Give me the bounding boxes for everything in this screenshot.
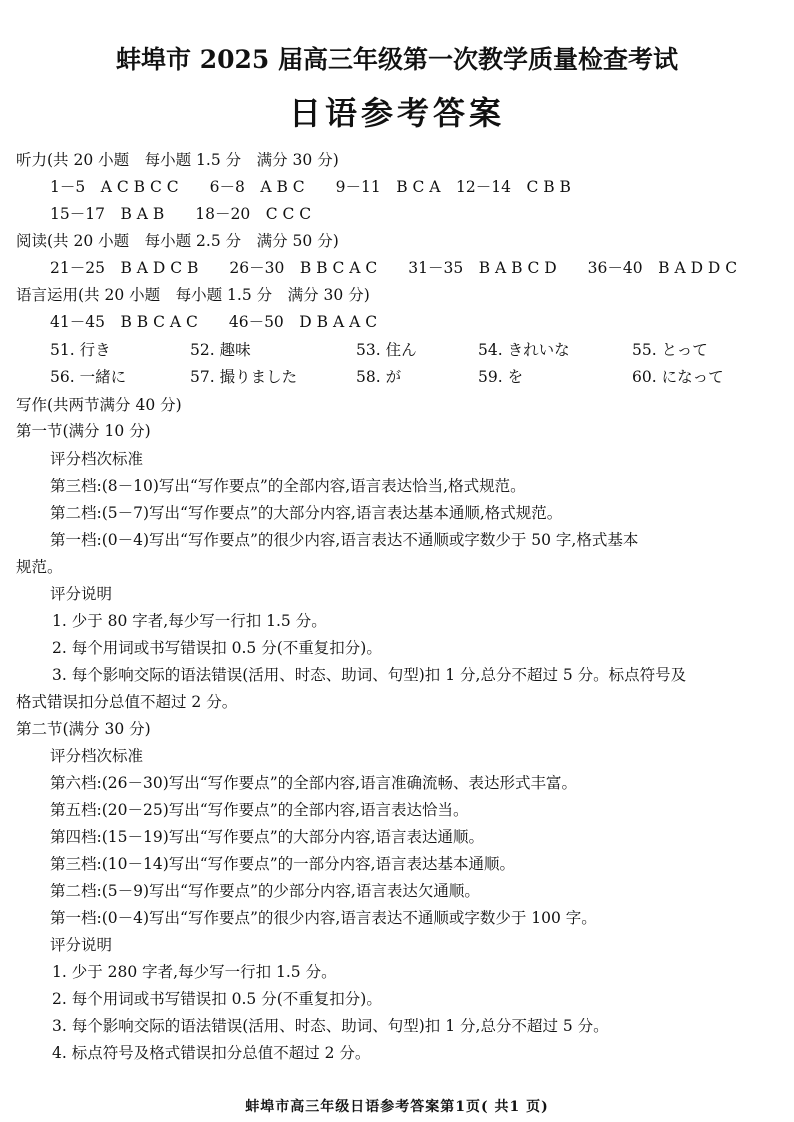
section1-criteria-item: 第二档:(5－7)写出“写作要点”的大部分内容,语言表达基本通顺,格式规范。 (50, 504, 563, 522)
section1-note: 2. 每个用词或书写错误扣 0.5 分(不重复扣分)。 (52, 639, 382, 657)
fill-answer: 52. 趣味 (190, 341, 251, 359)
writing-heading: 写作(共两节满分 40 分) (16, 396, 182, 414)
fill-answer: 53. 住ん (356, 341, 417, 359)
section1-note: 3. 每个影响交际的语法错误(活用、时态、助词、句型)扣 1 分,总分不超过 5 分。标点符号及 (52, 666, 687, 684)
page-subtitle: 日语参考答案 (288, 94, 505, 132)
fill-answer: 51. 行き (50, 341, 111, 359)
fill-answer: 54. きれいな (478, 341, 570, 359)
section2-criteria-item: 第一档:(0－4)写出“写作要点”的很少内容,语言表达不通顺或字数少于 100 字。 (50, 909, 597, 927)
language-heading: 语言运用(共 20 小题 每小题 1.5 分 满分 30 分) (16, 286, 370, 304)
listening-answers-row-1: 1－5 A C B C C 6－8 A B C 9－11 B C A 12－14 C B B (50, 178, 571, 196)
section2-note: 1. 少于 280 字者,每少写一行扣 1.5 分。 (52, 963, 337, 981)
section2-criteria-item: 第三档:(10－14)写出“写作要点”的一部分内容,语言表达基本通顺。 (50, 855, 516, 873)
fill-answer: 57. 撮りました (190, 368, 298, 386)
section2-note: 3. 每个影响交际的语法错误(活用、时态、助词、句型)扣 1 分,总分不超过 5 分。 (52, 1017, 609, 1035)
listening-heading: 听力(共 20 小题 每小题 1.5 分 满分 30 分) (16, 151, 339, 169)
fill-answer: 58. が (356, 368, 402, 386)
section2-criteria-item: 第二档:(5－9)写出“写作要点”的少部分内容,语言表达欠通顺。 (50, 882, 480, 900)
section1-criteria-item: 第三档:(8－10)写出“写作要点”的全部内容,语言表达恰当,格式规范。 (50, 477, 526, 495)
section1-notes-title: 评分说明 (50, 585, 113, 603)
section2-criteria-item: 第四档:(15－19)写出“写作要点”的大部分内容,语言表达通顺。 (50, 828, 485, 846)
page-footer: 蚌埠市高三年级日语参考答案第1页( 共1 页) (245, 1099, 549, 1115)
fill-answer: 59. を (478, 368, 524, 386)
page-title: 蚌埠市 2025 届高三年级第一次教学质量检查考试 (116, 45, 678, 74)
section1-criteria-title: 评分档次标准 (50, 450, 144, 468)
section1-criteria-item: 规范。 (16, 558, 63, 576)
section1-note: 1. 少于 80 字者,每少写一行扣 1.5 分。 (52, 612, 327, 630)
section2-criteria-item: 第五档:(20－25)写出“写作要点”的全部内容,语言表达恰当。 (50, 801, 469, 819)
fill-answer: 56. 一緒に (50, 368, 127, 386)
fill-answer: 55. とって (632, 341, 708, 359)
reading-heading: 阅读(共 20 小题 每小题 2.5 分 满分 50 分) (16, 232, 339, 250)
section2-heading: 第二节(满分 30 分) (16, 720, 151, 738)
section1-heading: 第一节(满分 10 分) (16, 422, 151, 440)
section2-note: 4. 标点符号及格式错误扣分总值不超过 2 分。 (52, 1044, 371, 1062)
language-answers-row-1: 41－45 B B C A C 46－50 D B A A C (50, 313, 378, 331)
fill-answer: 60. になって (632, 368, 724, 386)
section2-notes-title: 评分说明 (50, 936, 113, 954)
section2-criteria-title: 评分档次标准 (50, 747, 144, 765)
section2-note: 2. 每个用词或书写错误扣 0.5 分(不重复扣分)。 (52, 990, 382, 1008)
section1-criteria-item: 第一档:(0－4)写出“写作要点”的很少内容,语言表达不通顺或字数少于 50 字,格式基本 (50, 531, 639, 549)
section1-note: 格式错误扣分总值不超过 2 分。 (16, 693, 238, 711)
listening-answers-row-2: 15－17 B A B 18－20 C C C (50, 205, 312, 223)
reading-answers-row-1: 21－25 B A D C B 26－30 B B C A C 31－35 B A B C D 36－40 B A D D C (50, 259, 738, 277)
section2-criteria-item: 第六档:(26－30)写出“写作要点”的全部内容,语言准确流畅、表达形式丰富。 (50, 774, 578, 792)
